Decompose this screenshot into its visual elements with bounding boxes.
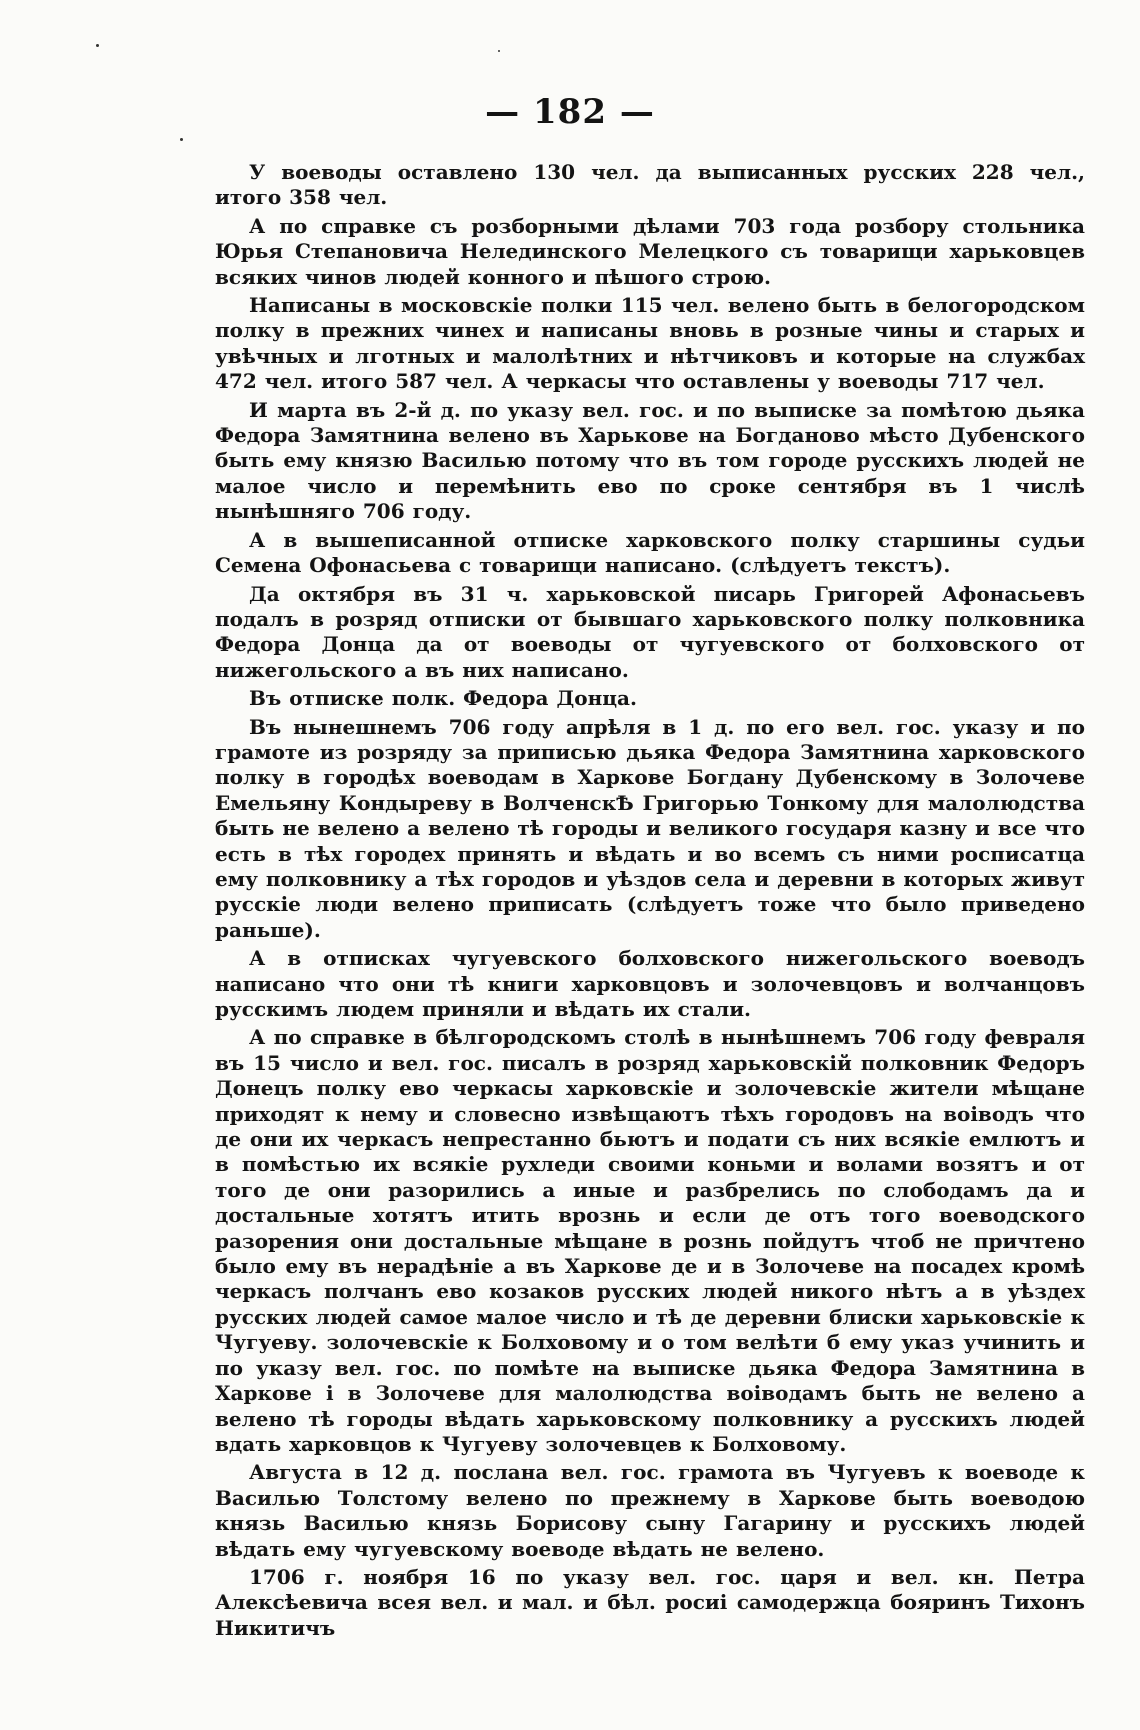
paragraph: А в вышеписанной отписке харковского полку старшины судьи Семена Офонасьева с товарищи написано. (слѣдуетъ текстъ). xyxy=(215,527,1085,578)
paragraph: А по справке в бѣлгородскомъ столѣ в нынѣшнемъ 706 году февраля въ 15 число и вел. гос. писалъ в розряд харьковскій полковник Федоръ Донецъ полку ево черкасы харковскіе и золочевскіе жители мѣщане приходят к нему и словесно извѣщаютъ тѣхъ городовъ на воіводъ что де они их черкасъ непрестанно бьютъ и подати съ них всякіе емлютъ и в помѣстью их всякіе рухледи своими коньми и волами возятъ и от того де они разорились а иные и разбрелись по слободамъ да и достальные хотятъ итить врознь и если де отъ того воеводского разорения они достальные мѣщане в рознь пойдутъ чтоб не причтено было ему въ нерадѣніе а въ Харкове де и в Золочеве на посадех кромѣ черкасъ полчанъ ево козаков русских людей никого нѣтъ а в уѣздех русских людей самое малое число и тѣ де деревни блиски харьковскіе к Чугуеву. золочевскіе к Болховому и о том велѣти б ему указ учинить и по указу вел. гос. по помѣте на выписке дьяка Федора Замятнина в Харкове і в Золочеве для малолюдства воіводамъ быть не велено а велено тѣ городы вѣдать харьковскому полковнику а русскихъ людей вдать харковцов к Чугуеву золочевцев к Болховому. xyxy=(215,1025,1085,1456)
paragraph: Да октября въ 31 ч. харьковской писарь Григорей Афонасьевъ подалъ в розряд отписки от бывшаго харьковского полку полковника Федора Донца да от воеводы от чугуевского от болховского от нижегольского а въ них написано. xyxy=(215,581,1085,682)
scan-speck xyxy=(498,50,500,52)
page-number: — 182 — xyxy=(485,92,655,132)
scan-speck xyxy=(180,138,183,141)
document-body xyxy=(215,160,1085,1641)
paragraph: Написаны в московскіе полки 115 чел. велено быть в белогородском полку в прежних чинех и написаны вновь в розные чины и старых и увѣчных и лготных и малолѣтних и нѣтчиковъ и которые на службах 472 чел. итого 587 чел. А черкасы что оставлены у воеводы 717 чел. xyxy=(215,293,1085,394)
paragraph: Августа в 12 д. послана вел. гос. грамота въ Чугуевъ к воеводе к Василью Толстому велено по прежнему в Харкове быть воеводою князь Василью князь Борисову сыну Гагарину и русскихъ людей вѣдать ему чугуевскому воеводе вѣдать не велено. xyxy=(215,1460,1085,1561)
paragraph: А по справке съ розборными дѣлами 703 года розбору стольника Юрья Степановича Нелединского Мелецкого съ товарищи харьковцев всяких чинов людей конного и пѣшого строю. xyxy=(215,213,1085,289)
paragraph: И марта въ 2-й д. по указу вел. гос. и по выписке за помѣтою дьяка Федора Замятнина велено въ Харькове на Богданово мѣсто Дубенского быть ему князю Василью потому что въ том городе русскихъ людей не малое число и перемѣнить ево по сроке сентября въ 1 числѣ нынѣшняго 706 году. xyxy=(215,397,1085,524)
paragraph: Въ отписке полк. Федора Донца. xyxy=(249,686,637,711)
paragraph: 1706 г. ноября 16 по указу вел. гос. царя и вел. кн. Петра Алексѣевича всея вел. и мал. и бѣл. росиі самодержца бояринъ Тихонъ Никитичъ xyxy=(215,1564,1085,1640)
paragraph: А в отписках чугуевского болховского нижегольского воеводъ написано что они тѣ книги харковцовъ и золочевцовъ и волчанцовъ русскимъ людем приняли и вѣдать их стали. xyxy=(215,946,1085,1021)
scan-speck xyxy=(96,44,99,47)
paragraph: Въ нынешнемъ 706 году апрѣля в 1 д. по его вел. гос. указу и по грамоте из розряду за приписью дьяка Федора Замятнина харковского полку в городѣх воеводам в Харкове Богдану Дубенскому в Золочеве Емельяну Кондыреву в ВолченскѢ Григорью Тонкому для малолюдства быть не велено а велено тѣ городы и великого государя казну и все что есть в тѣх городех принять и вѣдать и во всемъ съ ними росписатца ему полковнику а тѣх городов и уѣздов села и деревни в которых живут русскіе люди велено приписать (слѣдуетъ тоже что было приведено раньше). xyxy=(215,714,1085,942)
paragraph: У воеводы оставлено 130 чел. да выписанных русских 228 чел., итого 358 чел. xyxy=(215,160,1085,210)
